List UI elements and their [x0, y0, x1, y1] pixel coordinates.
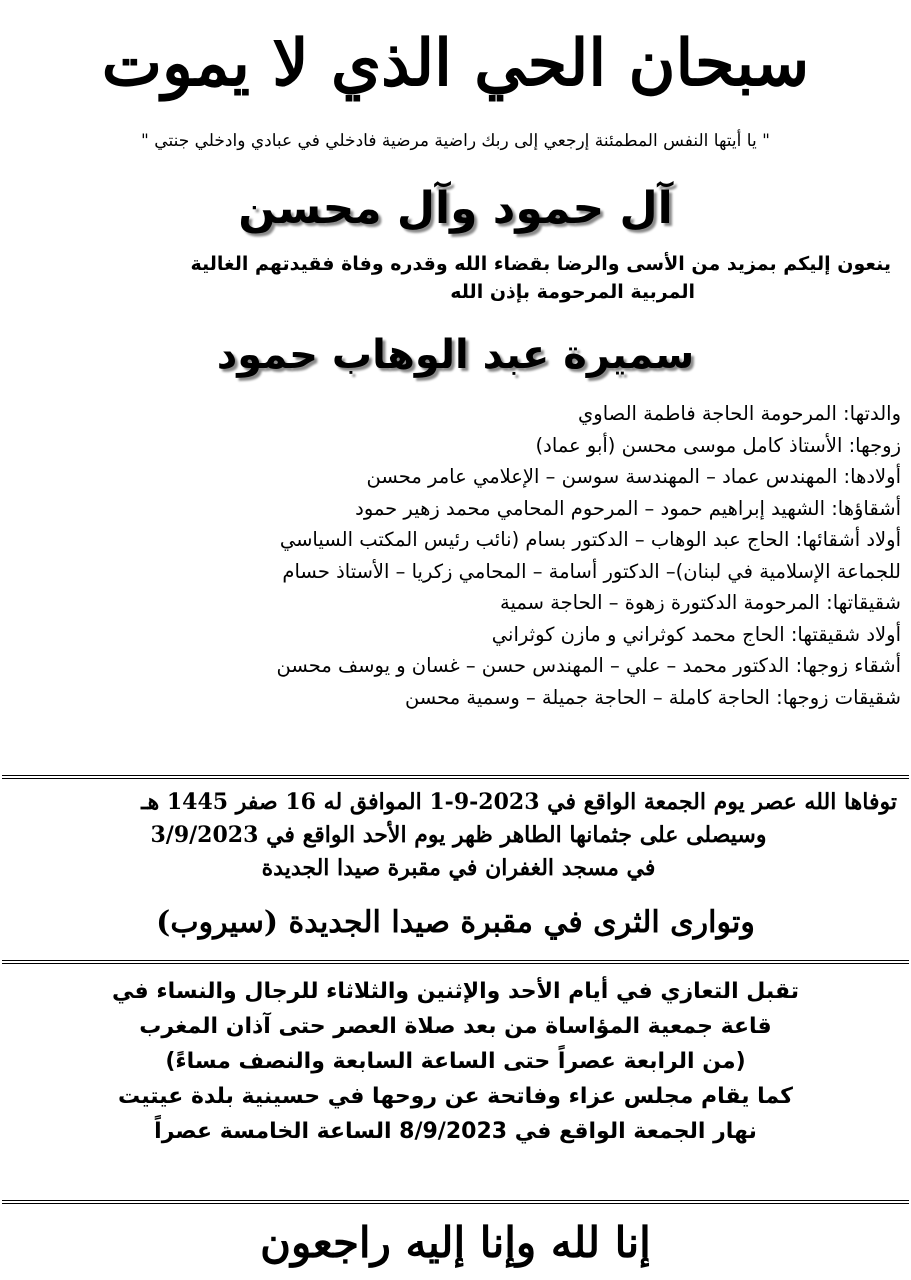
closing-verse: إنا لله وإنا إليه راجعون	[260, 1218, 651, 1267]
relative-line: أشقاء زوجها: الدكتور محمد – علي – المهندس حسن – غسان و يوسف محسن	[276, 654, 901, 677]
condolences-line-1: تقبل التعازي في أيام الأحد والإثنين والثلاثاء للرجال والنساء في	[112, 979, 799, 1004]
relative-line: شقيقات زوجها: الحاجة كاملة – الحاجة جميلة – وسمية محسن	[404, 685, 901, 709]
quran-verse: " يا أيتها النفس المطمئنة إرجعي إلى ربك راضية مرضية فادخلي في عبادي وادخلي جنتي "	[141, 131, 770, 151]
relative-line: أشقاؤها: الشهيد إبراهيم حمود – المرحوم المحامي محمد زهير حمود	[355, 496, 901, 520]
relative-line: شقيقاتها: المرحومة الدكتورة زهوة – الحاجة سمية	[500, 591, 901, 614]
relatives-list	[8, 398, 901, 713]
mosque-line: في مسجد الغفران في مقبرة صيدا الجديدة	[261, 855, 656, 881]
deceased-name: سميرة عبد الوهاب حمود	[216, 332, 695, 378]
funeral-details	[20, 786, 897, 885]
prayer-line: وسيصلى على جثمانها الطاهر ظهر يوم الأحد الواقع في 3/9/2023	[150, 822, 767, 848]
relative-line: للجماعة الإسلامية في لبنان)– الدكتور أسامة – المحامي زكريا – الأستاذ حسام	[282, 559, 901, 583]
relative-line: زوجها: الأستاذ كامل موسى محسن (أبو عماد)	[535, 433, 901, 457]
condolences-line-3: (من الرابعة عصراً حتى الساعة السابعة والنصف مساءً)	[165, 1049, 746, 1074]
relative-line: أولاد أشقائها: الحاج عبد الوهاب – الدكتور بسام (نائب رئيس المكتب السياسي	[279, 528, 901, 551]
condolences-line-4: كما يقام مجلس عزاء وفاتحة عن روحها في حسينية بلدة عيتيت	[118, 1084, 793, 1109]
condolences-line-2: قاعة جمعية المؤاساة من بعد صلاة العصر حتى آذان المغرب	[139, 1014, 772, 1039]
announcement-line-2: المربية المرحومة بإذن الله	[450, 281, 695, 303]
announcement	[60, 250, 891, 306]
relative-line: أولادها: المهندس عماد – المهندسة سوسن – الإعلامي عامر محسن	[366, 465, 901, 488]
divider-bottom	[2, 1200, 909, 1204]
relative-line: أولاد شقيقتها: الحاج محمد كوثراني و مازن كوثراني	[491, 622, 901, 646]
burial-line: وتوارى الثرى في مقبرة صيدا الجديدة (سيروب)	[156, 905, 755, 940]
relative-line: والدتها: المرحومة الحاجة فاطمة الصاوي	[578, 402, 901, 425]
divider-middle	[2, 960, 909, 964]
condolences-line-5: نهار الجمعة الواقع في 8/9/2023 الساعة الخامسة عصراً	[154, 1119, 757, 1144]
divider-top	[2, 775, 909, 779]
calligraphy-header: سبحان الحي الذي لا يموت	[101, 26, 810, 101]
announcement-line-1: ينعون إليكم بمزيد من الأسى والرضا بقضاء الله وقدره وفاة فقيدتهم الغالية	[190, 253, 891, 275]
families-title: آل حمود وآل محسن	[238, 183, 673, 234]
death-date-line: توفاها الله عصر يوم الجمعة الواقع في 2023-9-1 الموافق له 16 صفر 1445 هـ	[141, 789, 897, 815]
condolences-details	[30, 974, 881, 1149]
